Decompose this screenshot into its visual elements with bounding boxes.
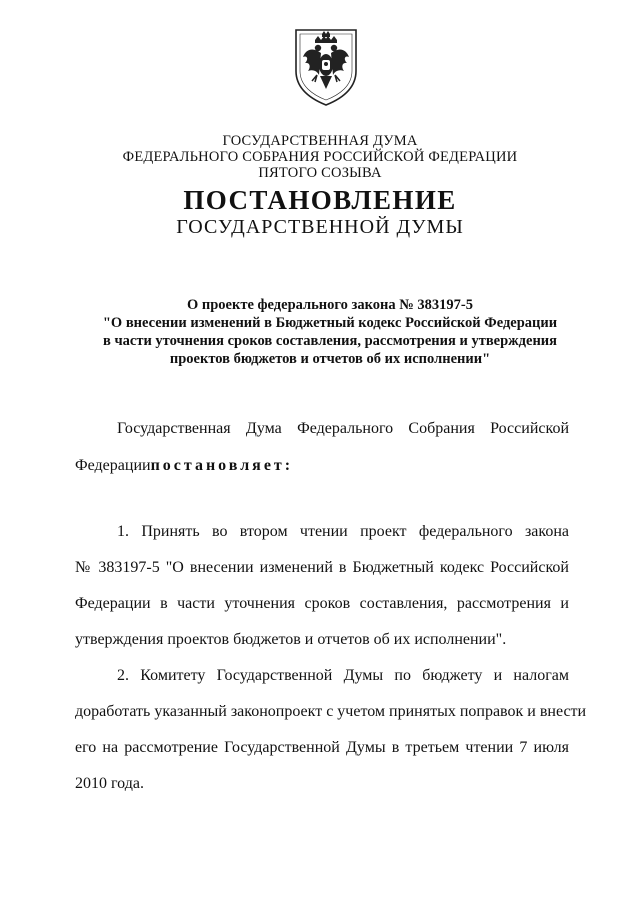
item2-line-1: 2. Комитету Государственной Думы по бюджету и налогам [117, 667, 569, 684]
item2-line-3: его на рассмотрение Государственной Думы в третьем чтении 7 июля [75, 739, 569, 756]
intro-line-1: Государственная Дума Федерального Собрания Российской [117, 420, 569, 437]
header-line-2: ФЕДЕРАЛЬНОГО СОБРАНИЯ РОССИЙСКОЙ ФЕДЕРАЦИИ [122, 149, 518, 165]
title-line: в части уточнения сроков составления, рассмотрения и утверждения [103, 333, 557, 349]
item2-line-4: 2010 года. [75, 775, 144, 792]
header-line-3: ПЯТОГО СОЗЫВА [258, 165, 382, 181]
item1-line-1: 1. Принять во втором чтении проект федерального закона [117, 523, 569, 540]
intro-line-2 [75, 456, 569, 476]
title-line: О проекте федерального закона № 383197-5 [186, 297, 474, 313]
title-line: проектов бюджетов и отчетов об их исполнении" [169, 351, 491, 367]
intro-federation: Федерации [75, 457, 151, 474]
item1-line-3: Федерации в части уточнения сроков составления, рассмотрения и [75, 595, 569, 612]
item2-line-2: доработать указанный законопроект с учетом принятых поправок и внести [75, 703, 587, 720]
doc-type-title: ПОСТАНОВЛЕНИЕ [183, 185, 457, 215]
title-line: "О внесении изменений в Бюджетный кодекс Российской Федерации [102, 315, 558, 331]
doc-subtitle: ГОСУДАРСТВЕННОЙ ДУМЫ [176, 216, 464, 238]
decree-verb: постановляет: [150, 457, 294, 474]
header-line-1: ГОСУДАРСТВЕННАЯ ДУМА [222, 133, 418, 149]
coat-of-arms-emblem [291, 27, 361, 107]
item1-line-2: № 383197-5 "О внесении изменений в Бюджетный кодекс Российской [75, 559, 569, 576]
item1-line-4: утверждения проектов бюджетов и отчетов об их исполнении". [75, 631, 507, 648]
